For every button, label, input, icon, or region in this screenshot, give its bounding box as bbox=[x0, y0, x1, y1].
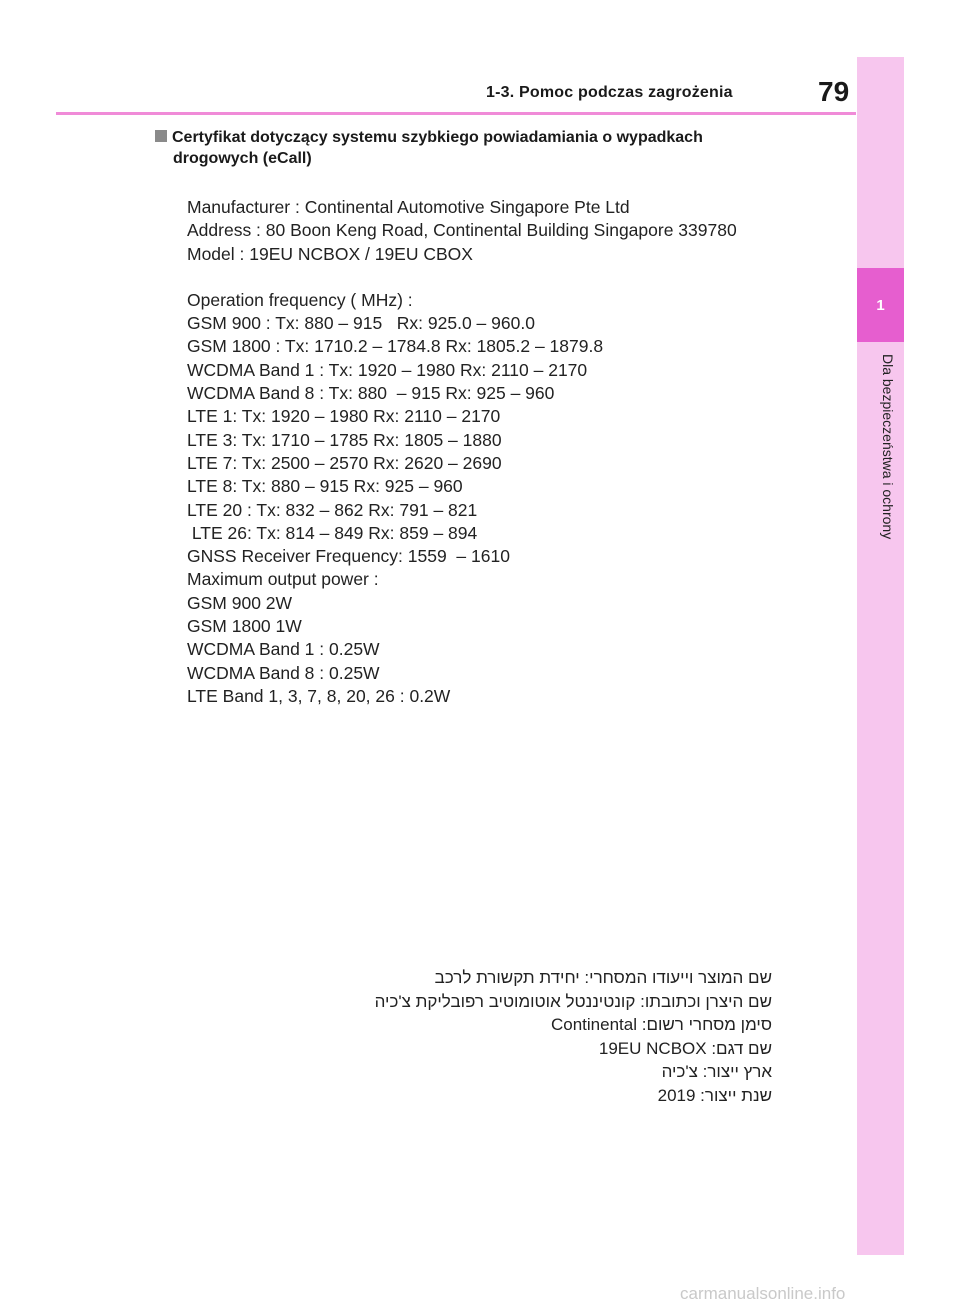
chapter-number-badge: 1 bbox=[857, 268, 904, 342]
power-line: LTE Band 1, 3, 7, 8, 20, 26 : 0.2W bbox=[187, 685, 451, 706]
power-line: GSM 1800 1W bbox=[187, 616, 302, 637]
frequency-line: LTE 7: Tx: 2500 – 2570 Rx: 2620 – 2690 bbox=[187, 452, 502, 473]
power-line: WCDMA Band 1 : 0.25W bbox=[187, 639, 380, 660]
model-line: Model : 19EU NCBOX / 19EU CBOX bbox=[187, 243, 473, 264]
chapter-side-tab bbox=[857, 57, 904, 1255]
frequency-line: GNSS Receiver Frequency: 1559 – 1610 bbox=[187, 546, 510, 567]
operation-frequency-title: Operation frequency ( MHz) : bbox=[187, 289, 413, 310]
page-number: 79 bbox=[818, 76, 850, 107]
running-header: 1-3. Pomoc podczas zagrożenia bbox=[486, 84, 733, 101]
header-divider bbox=[56, 112, 856, 115]
square-bullet-icon bbox=[155, 130, 167, 142]
address-line: Address : 80 Boon Keng Road, Continental Building Singapore 339780 bbox=[187, 220, 737, 241]
power-line: GSM 900 2W bbox=[187, 592, 293, 613]
frequency-line: GSM 900 : Tx: 880 – 915 Rx: 925.0 – 960.0 bbox=[187, 313, 535, 334]
max-power-title: Maximum output power : bbox=[187, 569, 379, 590]
hebrew-line: שנת ייצור: 2019 bbox=[657, 1085, 772, 1105]
manufacturer-line: Manufacturer : Continental Automotive Singapore Pte Ltd bbox=[187, 197, 630, 217]
chapter-title-vertical: Dla bezpieczeństwa i ochrony bbox=[880, 354, 896, 540]
section-heading-line1: Certyfikat dotyczący systemu szybkiego powiadamiania o wypadkach bbox=[172, 129, 703, 146]
frequency-line: LTE 26: Tx: 814 – 849 Rx: 859 – 894 bbox=[187, 522, 478, 543]
hebrew-line: שם היצרן וכתובתו: קונטיננטל אוטומוטיב רפובליקת צ'כיה bbox=[374, 991, 772, 1011]
frequency-line: WCDMA Band 1 : Tx: 1920 – 1980 Rx: 2110 – 2170 bbox=[187, 359, 588, 380]
certificate-label bbox=[187, 196, 737, 708]
section-heading-line2: drogowych (eCall) bbox=[173, 150, 312, 167]
hebrew-line: ארץ ייצור: צ'כיה bbox=[661, 1062, 772, 1081]
hebrew-line: סימן מסחרי רשום: Continental bbox=[550, 1015, 772, 1034]
hebrew-certificate-label bbox=[302, 966, 772, 1107]
frequency-line: LTE 20 : Tx: 832 – 862 Rx: 791 – 821 bbox=[187, 499, 478, 520]
hebrew-line: שם המוצר וייעודו המסחרי: יחידת תקשורת לרכב bbox=[434, 968, 772, 987]
watermark: carmanualsonline.info bbox=[680, 1284, 846, 1303]
frequency-line: LTE 3: Tx: 1710 – 1785 Rx: 1805 – 1880 bbox=[187, 429, 502, 450]
hebrew-line: שם דגם: 19EU NCBOX bbox=[598, 1038, 772, 1058]
section-heading bbox=[155, 127, 805, 169]
power-line: WCDMA Band 8 : 0.25W bbox=[187, 662, 380, 683]
frequency-line: LTE 8: Tx: 880 – 915 Rx: 925 – 960 bbox=[187, 476, 463, 497]
frequency-line: LTE 1: Tx: 1920 – 1980 Rx: 2110 – 2170 bbox=[187, 406, 501, 427]
spacer bbox=[187, 266, 737, 289]
frequency-line: WCDMA Band 8 : Tx: 880 – 915 Rx: 925 – 960 bbox=[187, 383, 555, 404]
frequency-line: GSM 1800 : Tx: 1710.2 – 1784.8 Rx: 1805.2 – 1879.8 bbox=[187, 336, 604, 357]
